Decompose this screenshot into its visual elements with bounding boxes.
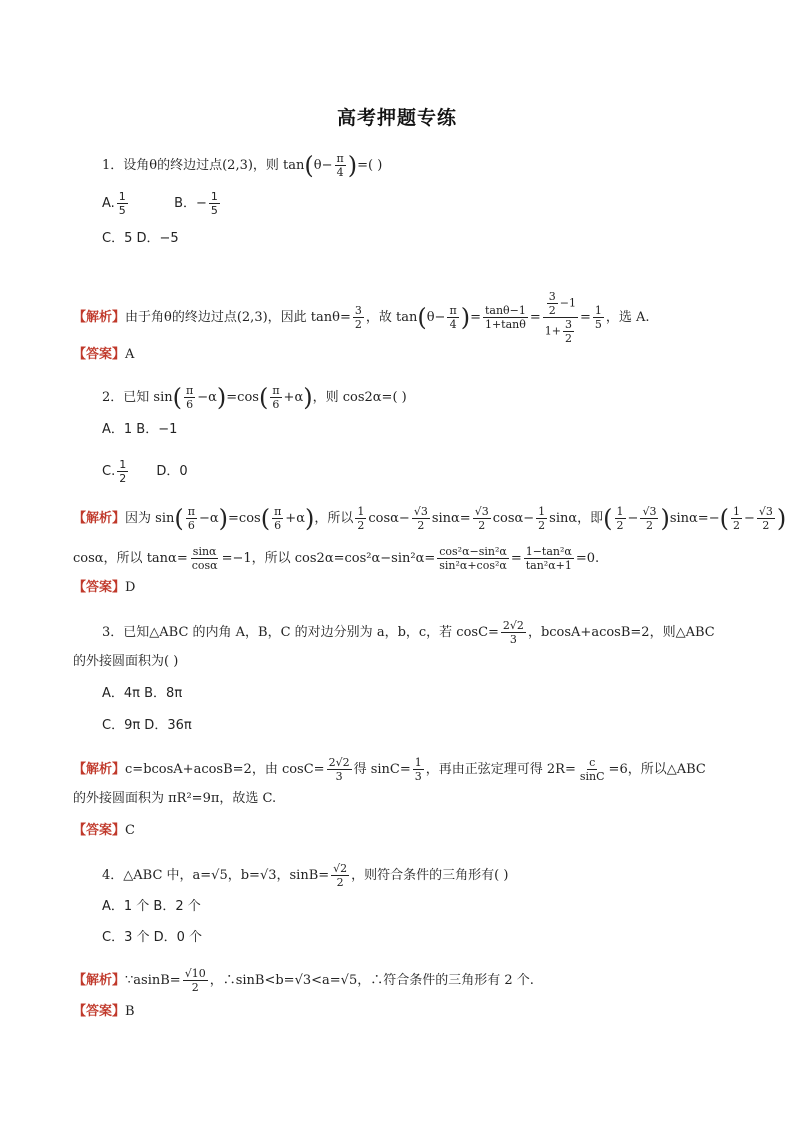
answer-tag: 【答案】 (73, 580, 126, 595)
q3-options-ab: A．4π B．8π (102, 686, 183, 701)
q1-result: $\frac{1}{5}$ (594, 304, 602, 331)
page-title: 高考押题专练 (336, 107, 457, 129)
q1-stem-text: 1．设角θ的终边过点(2,3)，则 tan (102, 158, 305, 173)
q3-analysis-line1: 【解析】c=bcosA+acosB=2，由 cosC= $\frac{2√2}{3}$ 得 sinC= $\frac{1}{3}$ ，再由正弦定理可得 2R= $\frac{c}{\sin C}$ =6，所以△ABC (73, 756, 706, 783)
q1-opt-a-frac: $\frac{1}{5}$ (118, 190, 126, 217)
q1-stem-end: =( ) (357, 158, 383, 173)
q4-answer (73, 1004, 135, 1020)
q4-answer-value: B (125, 1004, 135, 1019)
answer-tag: 【答案】 (73, 1004, 126, 1019)
q3-answer (73, 823, 135, 839)
q1-options-cd: C．5 D．−5 (102, 231, 179, 246)
q4-stem: 4．△ABC 中，a=√5，b=√3，sinB= $\frac{√2}{2}$ ，则符合条件的三角形有( ) (102, 862, 509, 889)
q1-opt-b-frac: $\frac{1}{5}$ (210, 190, 218, 217)
q2-options-cd: C. $\frac{1}{2}$ D．0 (102, 458, 188, 485)
q2-analysis-line2: cosα，所以 tanα= $\frac{\sin\alpha}{\cos\alpha}$ =−1，所以 cos2α=cos²α−sin²α= $\frac{\text{cos²α−sin²α}}{\text{sin²α+cos²α}}$ = $\frac{\text{1−tan²α}}{\text{tan²α+1}}$ =0. (73, 545, 600, 572)
q4-analysis: 【解析】∵asinB= $\frac{√10}{2}$ ，∴sinB<b=√3<a=√5，∴符合条件的三角形有 2 个. (73, 967, 534, 994)
q2-stem-end: ，则 cos2α=( ) (312, 390, 407, 405)
q4-options-ab: A．1 个 B．2 个 (102, 899, 201, 914)
q2-options-ab: A．1 B．−1 (102, 422, 178, 437)
q1-analysis-mid: ，故 tan (365, 310, 418, 325)
q1-answer-value: A (125, 347, 135, 362)
q3-stem-line1: 3．已知△ABC 的内角 A，B，C 的对边分别为 a，b，c，若 cosC= $\frac{2√2}{3}$ ，bcosA+acosB=2，则△ABC (102, 619, 715, 646)
q3-stem-line2: 的外接圆面积为( ) (73, 654, 179, 669)
q1-options-ab (102, 190, 222, 217)
q3-options-cd: C．9π D．36π (102, 718, 192, 733)
q1-answer (73, 347, 134, 363)
q1-analysis-text: 由于角θ的终边过点(2,3)，因此 tanθ= (125, 310, 351, 325)
q2-stem-text: 2．已知 sin (102, 390, 173, 405)
q2-analysis-line1: 【解析】因为 sin( $\frac{\pi}{6}$ −α)=cos( $\frac{\pi}{6}$ +α)，所以 $\frac{1}{2}$ cosα− $\frac{√3}{2}$ sinα= $\frac{√3}{2}$ cosα− $\frac{1}{2}$ sinα，即( $\frac{1}{2}$ − $\frac{√3}{2}$ )sinα=−( $\frac{1}{2}$ − $\frac{√3}{2}$ ) (73, 504, 787, 533)
answer-tag: 【答案】 (73, 823, 126, 838)
q2-answer-value: D (125, 580, 136, 595)
q3-analysis-line2: 的外接圆面积为 πR²=9π，故选 C. (73, 791, 277, 806)
q4-options-cd: C．3 个 D．0 个 (102, 930, 203, 945)
analysis-tag: 【解析】 (73, 511, 126, 526)
q1-pi-over-4: $\frac{\pi}{4}$ (336, 152, 344, 179)
q1-opt-a-label: A. (102, 196, 115, 211)
answer-tag: 【答案】 (73, 347, 126, 362)
q1-theta-minus: θ− (313, 158, 333, 173)
q2-answer (73, 580, 135, 596)
q1-analysis-end: ，选 A. (605, 310, 650, 325)
q1-stem: 1．设角θ的终边过点(2,3)，则 tan(θ− $\frac{\pi}{4}$ )=( ) (102, 151, 383, 180)
q1-opt-b-label: B．− (174, 196, 207, 211)
analysis-tag: 【解析】 (73, 310, 126, 325)
analysis-tag: 【解析】 (73, 762, 126, 777)
q3-answer-value: C (125, 823, 135, 838)
q1-compound-frac: $\frac{3}{2}$ −1 1+ $\frac{3}{2}$ (544, 290, 576, 345)
analysis-tag: 【解析】 (73, 973, 126, 988)
q2-stem: 2．已知 sin( $\frac{\pi}{6}$ −α)=cos( $\frac{\pi}{6}$ +α)，则 cos2α=( ) (102, 383, 407, 412)
q1-tan-identity: $\frac{\tan\theta-1}{1+\tan\theta}$ (484, 304, 526, 331)
q1-analysis: 【解析】由于角θ的终边过点(2,3)，因此 tanθ= $\frac{3}{2}$ ，故 tan(θ− $\frac{\pi}{4}$ )= $\frac{\tan\theta-1}{1+\tan\theta}$ = $\frac{3}{2}$ −1 1+ $\frac{3}{2}$ = $\frac{1}{5}$ ，选 A. (73, 290, 650, 345)
